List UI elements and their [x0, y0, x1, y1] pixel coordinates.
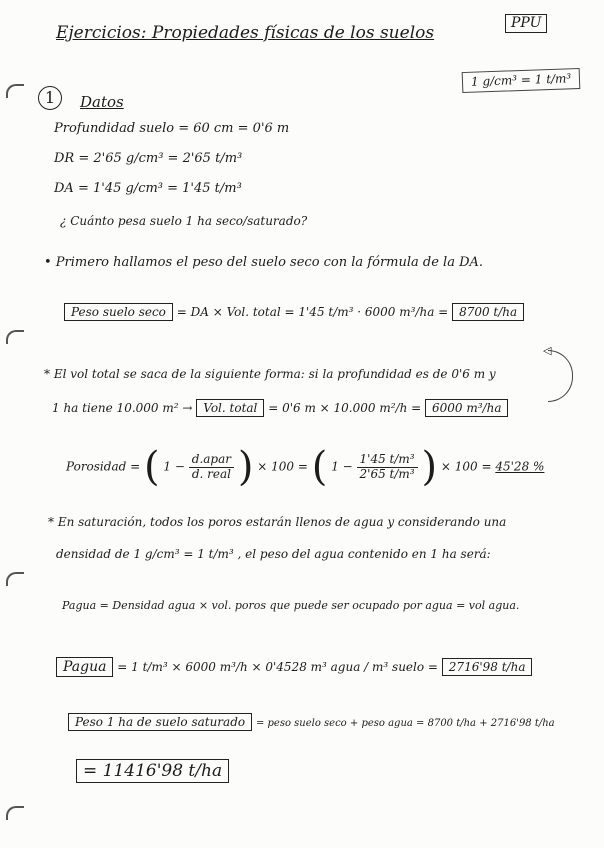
right-arrow-icon: →	[182, 401, 193, 415]
binder-hole-mark	[6, 572, 24, 586]
curved-arrow-line	[548, 350, 573, 402]
porosidad-equation: Porosidad = ( 1 − $\frac{\text{d.apar}}{\text{d. real}}$ ) × 100 = ( 1 − $\frac{\text{1'45 t/m³}}{\text{2'65 t/m³}}$ ) × 100 = 45'28 %	[66, 444, 545, 490]
fraction-da-dr	[189, 453, 234, 480]
pagua-equation	[56, 660, 532, 675]
peso-seco-label: Peso suelo seco	[64, 303, 173, 321]
saturado-equation	[68, 716, 555, 729]
dato-dr: DR = 2'65 g/cm³ = 2'65 t/m³	[54, 151, 243, 166]
pagua-definition: Pagua = Densidad agua × vol. poros que puede ser ocupado por agua = vol agua.	[62, 599, 520, 612]
saturado-result: = 11416'98 t/ha	[76, 759, 229, 783]
fraction-values	[357, 453, 418, 480]
vol-note-ha: 1 ha tiene 10.000 m²	[52, 401, 179, 415]
saturado-label: Peso 1 ha de suelo saturado	[68, 713, 252, 731]
vol-total-calc: = 0'6 m × 10.000 m²/h =	[268, 401, 422, 415]
step1-intro: • Primero hallamos el peso del suelo seco con la fórmula de la DA.	[44, 255, 484, 270]
step1-equation	[64, 306, 524, 319]
porosidad-end: × 100 =	[440, 459, 492, 474]
page-title: Ejercicios: Propiedades físicas de los suelos	[56, 23, 435, 43]
vol-total-label: Vol. total	[196, 399, 264, 417]
arrow-head-icon: ◁	[543, 344, 552, 357]
saturation-note-line1: * En saturación, todos los poros estarán llenos de agua y considerando una	[48, 515, 507, 529]
porosidad-label: Porosidad =	[66, 459, 141, 474]
unit-conversion-note: 1 g/cm³ = 1 t/m³	[462, 68, 581, 93]
final-result	[76, 762, 229, 781]
vol-total-result: 6000 m³/ha	[425, 399, 508, 417]
saturado-middle: = peso suelo seco + peso agua = 8700 t/ha + 2716'98 t/ha	[255, 718, 555, 729]
vol-note-line1: * El vol total se saca de la siguiente forma: si la profundidad es de 0'6 m y	[44, 367, 496, 381]
dato-da: DA = 1'45 g/cm³ = 1'45 t/m³	[54, 181, 242, 196]
saturation-note-line2: densidad de 1 g/cm³ = 1 t/m³ , el peso del agua contenido en 1 ha será:	[56, 547, 491, 561]
exercise-number: 1	[38, 86, 62, 110]
question: ¿ Cuánto pesa suelo 1 ha seco/saturado?	[60, 214, 308, 228]
porosidad-result: 45'28 %	[495, 459, 545, 474]
fraction-denominator: 2'65 t/m³	[359, 466, 415, 481]
dato-profundidad: Profundidad suelo = 60 cm = 0'6 m	[54, 121, 290, 136]
binder-hole-mark	[6, 330, 24, 344]
ppu-tag: PPU	[505, 14, 547, 33]
vol-note-line2	[52, 402, 508, 415]
peso-seco-result: 8700 t/ha	[452, 303, 524, 321]
fraction-denominator: d. real	[191, 466, 231, 481]
binder-hole-mark	[6, 806, 24, 820]
pagua-middle: = 1 t/m³ × 6000 m³/h × 0'4528 m³ agua / m³ suelo =	[117, 660, 438, 674]
porosidad-middle: × 100 =	[257, 459, 308, 474]
pagua-result: 2716'98 t/ha	[442, 658, 533, 676]
fraction-numerator: d.apar	[189, 453, 234, 467]
datos-heading: Datos	[80, 93, 124, 111]
step1-middle: = DA × Vol. total = 1'45 t/m³ · 6000 m³/ha =	[176, 305, 449, 319]
fraction-numerator: 1'45 t/m³	[357, 453, 418, 467]
binder-hole-mark	[6, 84, 24, 98]
pagua-label: Pagua	[56, 657, 113, 677]
